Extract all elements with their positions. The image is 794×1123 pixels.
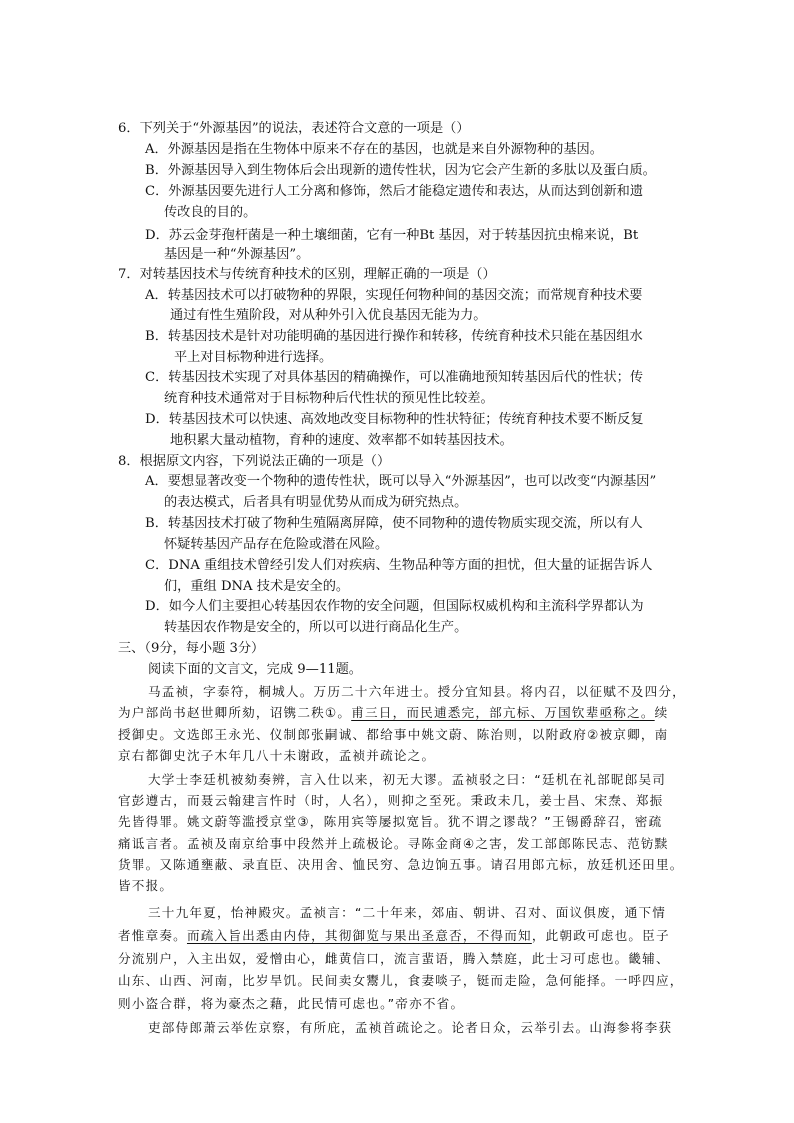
passage-line: 皆不报。 <box>118 878 174 893</box>
passage-text: ，此朝政可虑也。臣子 <box>531 928 670 943</box>
q8-option-c: C．DNA 重组技术曾经引发人们对疾病、生物品种等方面的担忧，但大量的证据告诉人 <box>145 558 653 573</box>
q8-option-d: D．如今人们主要担心转基因农作物的安全问题，但国际权威机构和主流科学界都认为 <box>145 599 644 614</box>
passage-line: 官彭遵古，而聂云翰建言忤时（时，人名），则抑之至死。秉政未几，姜士昌、宋焘、郑振 <box>118 793 664 808</box>
passage-text: 续 <box>654 705 669 720</box>
q8-option-b-cont: 怀疑转基因产品存在危险或潜在风险。 <box>164 537 389 552</box>
passage-line: 授御史。文选郎王永光、仪制郎张嗣诚、都给事中姚文蔚、陈治则，以附政府②被京卿，南 <box>118 727 669 742</box>
passage-line <box>118 704 668 722</box>
q6-option-a: A．外源基因是指在生物体中原来不存在的基因，也就是来自外源物种的基因。 <box>145 142 603 157</box>
underlined-sentence: 而疏入旨出悉由内侍，其彻御览与果出圣意否，不得而知 <box>186 928 532 943</box>
passage-line: 先皆得罪。姚文蔚等滥授京堂③，陈用宾等屡拟宽旨。犹不谓之谬哉？”王锡爵辞召，密疏 <box>118 814 663 829</box>
section3-heading: 三、（9分，每小题 3分） <box>118 641 265 656</box>
passage-line: 吏部侍郎萧云举佐京察，有所庇，孟祯首疏论之。论者日众，云举引去。山海参将李获 <box>148 1020 673 1035</box>
passage-text: 者惟章奏。 <box>118 928 187 943</box>
passage-line: 货罪。又陈通壅蔽、录直臣、决用舍、恤民穷、急边饷五事。请召用郎亢标，放廷机还田里。 <box>118 857 684 872</box>
q8-option-c-cont: 们，重组 DNA 技术是安全的。 <box>164 579 350 594</box>
passage-line: 分流别户，入主出奴，爱憎由心，雌黄信口，流言蜚语，腾入禁庭，此士习可虑也。畿辅、 <box>118 951 670 966</box>
underlined-sentence: 甫三日，而民逋悉完，部亢标、万国钦辈亟称之。 <box>351 705 655 720</box>
section3-instruction: 阅读下面的文言文，完成 9—11题。 <box>148 662 362 677</box>
q8-option-a: A．要想显著改变一个物种的遗传性状，既可以导入“外源基因”，也可以改变“内源基因” <box>145 474 657 489</box>
q8-stem: 8．根据原文内容，下列说法正确的一项是（） <box>118 454 391 469</box>
q6-option-c-cont: 传改良的目的。 <box>164 205 257 220</box>
q7-option-c-cont: 统育种技术通常对于目标物种后代性状的预见性比较差。 <box>164 391 494 406</box>
passage-line: 大学士李廷机被劾奏辨，言入仕以来，初无大谬。孟祯驳之曰：“廷机在礼部昵郎吴司 <box>148 772 667 787</box>
q7-option-a: A．转基因技术可以打破物种的界限，实现任何物种间的基因交流；而常规育种技术要 <box>145 288 643 303</box>
passage-line: 则小盗合群，将为豪杰之藉，此民情可虑也。”帝亦不省。 <box>118 996 465 1011</box>
passage-line <box>118 927 670 945</box>
q6-option-b: B．外源基因导入到生物体后会出现新的遗传性状，因为它会产生新的多肽以及蛋白质。 <box>145 163 656 178</box>
q7-option-b: B．转基因技术是针对功能明确的基因进行操作和转移，传统育种技术只能在基因组水 <box>145 329 643 344</box>
q6-option-c: C．外源基因要先进行人工分离和修饰，然后才能稳定遗传和表达，从而达到创新和遗 <box>145 184 644 199</box>
q7-option-a-cont: 通过有性生殖阶段，对从种外引入优良基因无能为力。 <box>170 308 487 323</box>
q8-option-a-cont: 的表达模式，后者具有明显优势从而成为研究热点。 <box>164 495 468 510</box>
q6-option-d: D．苏云金芽孢杆菌是一种土壤细菌，它有一种Bt 基因，对于转基因抗虫棉来说，Bt <box>145 228 639 243</box>
passage-line: 痛诋言者。孟祯及南京给事中段然并上疏极论。寻陈金商④之害，发工部郎陈民志、范钫黩 <box>118 836 669 851</box>
passage-line: 马孟祯，字泰符，桐城人。万历二十六年进士。授分宜知县。将内召，以征赋不及四分， <box>148 684 686 699</box>
passage-line: 山东、山西、河南，比岁旱饥。民间卖女鬻儿，食妻啖子，铤而走险，急何能择。一呼四应， <box>118 973 684 988</box>
q6-stem: 6．下列关于“外源基因”的说法，表述符合文意的一项是（） <box>118 121 470 136</box>
q7-stem: 7．对转基因技术与传统育种技术的区别，理解正确的一项是（） <box>118 267 496 282</box>
passage-text: 为户部尚书赵世卿所劾，诏镌二秩①。 <box>118 705 352 720</box>
q7-option-c: C．转基因技术实现了对具体基因的精确操作，可以准确地预知转基因后代的性状；传 <box>145 370 644 385</box>
passage-line: 三十九年夏，怡神殿灾。孟祯言：“二十年来，郊庙、朝讲、召对、面议俱废，通下情 <box>148 905 667 920</box>
q6-option-d-cont: 基因是一种“外源基因”。 <box>164 247 310 262</box>
q7-option-d-cont: 地积累大量动植物，育种的速度、效率都不如转基因技术。 <box>170 433 513 448</box>
passage-line: 京右都御史沈子木年几八十未谢政，孟祯并疏论之。 <box>118 748 436 763</box>
q7-option-b-cont: 平上对目标物种进行选择。 <box>174 350 333 365</box>
q7-option-d: D．转基因技术可以快速、高效地改变目标物种的性状特征；传统育种技术要不断反复 <box>145 412 644 427</box>
q8-option-d-cont: 转基因农作物是安全的，所以可以进行商品化生产。 <box>164 620 468 635</box>
q8-option-b: B．转基因技术打破了物种生殖隔离屏障，使不同物种的遗传物质实现交流，所以有人 <box>145 516 643 531</box>
